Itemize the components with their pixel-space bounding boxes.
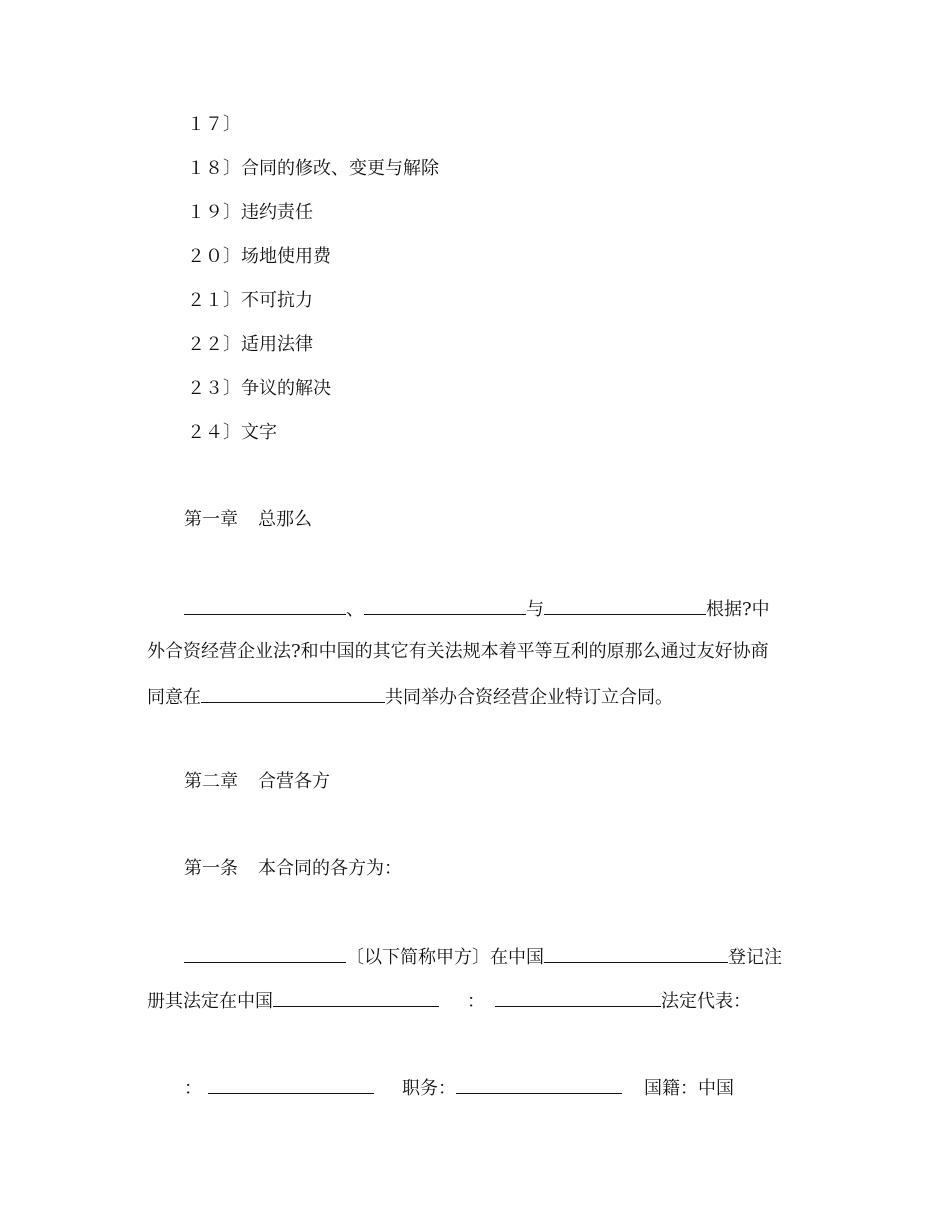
party-a-line-3: [184, 1075, 734, 1101]
toc-item: [187, 157, 439, 181]
fill-blank-registration-place[interactable]: [544, 944, 728, 963]
paragraph-text: 同意在: [147, 687, 201, 708]
paragraph-text: 共同举办合资经营企业特订立合同。: [385, 687, 673, 708]
preamble-line-2: [147, 640, 769, 664]
fill-blank-location[interactable]: [201, 684, 385, 703]
paragraph-text: 外合资经营企业法?和中国的其它有关法规本着平等互利的原那么通过友好协商: [147, 641, 769, 662]
party-a-line-1: [184, 944, 782, 970]
paragraph-text: ：: [467, 991, 485, 1012]
separator-text: 、: [346, 599, 364, 620]
article-text: 本合同的各方为：: [258, 858, 402, 879]
preamble-line-3: [147, 684, 673, 710]
toc-number: １７〕: [187, 114, 241, 135]
toc-text: 违约责任: [241, 202, 313, 223]
chapter-heading: [184, 770, 330, 794]
toc-number: ２４〕: [187, 422, 241, 443]
fill-blank-party-3[interactable]: [544, 596, 706, 615]
toc-item: [187, 289, 313, 313]
paragraph-text: ：: [184, 1078, 202, 1099]
toc-number: １８〕: [187, 158, 241, 179]
article-heading: [184, 857, 402, 881]
fill-blank-position[interactable]: [456, 1075, 622, 1094]
toc-item: [187, 333, 313, 357]
paragraph-text: 根据?中: [706, 599, 770, 620]
chapter-heading: [184, 508, 312, 532]
chapter-title: 总那么: [258, 509, 312, 530]
party-a-line-2: [147, 988, 751, 1014]
fill-blank-legal-address[interactable]: [273, 988, 439, 1007]
toc-text: 适用法律: [241, 334, 313, 355]
toc-number: １９〕: [187, 202, 241, 223]
toc-number: ２１〕: [187, 290, 241, 311]
paragraph-text: 法定代表：: [661, 991, 751, 1012]
paragraph-text: 登记注: [728, 947, 782, 968]
toc-text: 不可抗力: [241, 290, 313, 311]
toc-item: [187, 377, 331, 401]
nationality-label: 国籍：中国: [644, 1078, 734, 1099]
fill-blank-address-detail[interactable]: [495, 988, 661, 1007]
chapter-number: 第二章: [184, 771, 238, 792]
toc-number: ２３〕: [187, 378, 241, 399]
fill-blank-party-2[interactable]: [364, 596, 526, 615]
toc-text: 争议的解决: [241, 378, 331, 399]
fill-blank-party-1[interactable]: [184, 596, 346, 615]
fill-blank-party-a-name[interactable]: [184, 944, 346, 963]
preamble-line-1: [184, 596, 770, 622]
toc-item: [187, 421, 277, 445]
paragraph-text: 〔以下简称甲方〕在中国: [346, 947, 544, 968]
toc-text: 合同的修改、变更与解除: [241, 158, 439, 179]
chapter-number: 第一章: [184, 509, 238, 530]
paragraph-text: 册其法定在中国: [147, 991, 273, 1012]
position-label: 职务：: [402, 1078, 456, 1099]
toc-item: [187, 113, 241, 137]
toc-item: [187, 245, 331, 269]
article-number: 第一条: [184, 858, 238, 879]
toc-number: ２０〕: [187, 246, 241, 267]
toc-number: ２２〕: [187, 334, 241, 355]
separator-text: 与: [526, 599, 544, 620]
chapter-title: 合营各方: [258, 771, 330, 792]
toc-item: [187, 201, 313, 225]
fill-blank-representative-name[interactable]: [208, 1075, 374, 1094]
toc-text: 文字: [241, 422, 277, 443]
toc-text: 场地使用费: [241, 246, 331, 267]
